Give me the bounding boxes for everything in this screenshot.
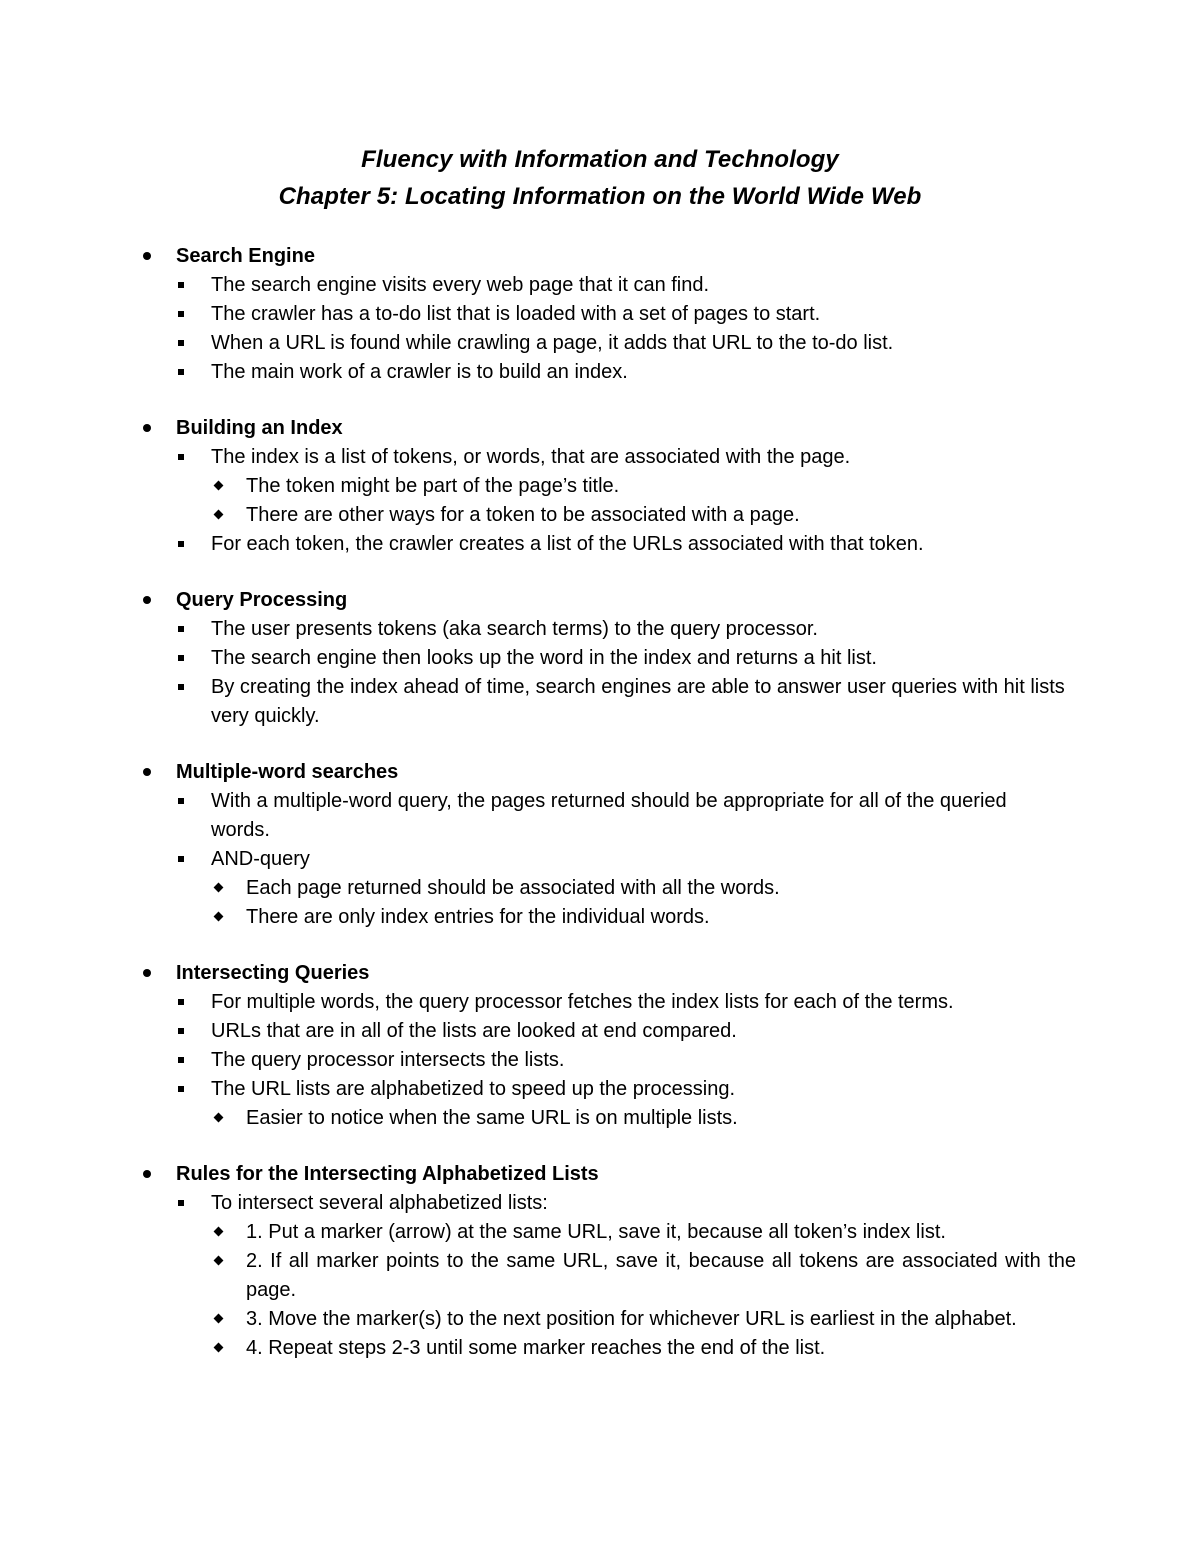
section-heading-text: Query Processing (176, 589, 348, 611)
round-bullet-icon (143, 1170, 151, 1178)
sub-list-item (0, 1218, 1076, 1247)
diamond-bullet-icon (214, 1314, 224, 1324)
list-item-text: The main work of a crawler is to build an index. (211, 361, 628, 383)
square-bullet-icon (178, 1028, 184, 1034)
sub-list-item (0, 1334, 1076, 1363)
outline-sections (0, 242, 1200, 1390)
diamond-bullet-icon (214, 1227, 224, 1237)
list-item (0, 530, 1071, 559)
sub-list-item-text: There are other ways for a token to be associated with a page. (246, 504, 800, 526)
section-heading (0, 242, 1200, 271)
outline-section (0, 758, 1200, 932)
sub-list-item-text: 2. If all marker points to the same URL, save it, because all tokens are associated with the page. (246, 1250, 1076, 1301)
sub-list-item-text: There are only index entries for the individual words. (246, 906, 710, 928)
section-heading-text: Multiple-word searches (176, 761, 399, 783)
diamond-bullet-icon (214, 912, 224, 922)
square-bullet-icon (178, 311, 184, 317)
square-bullet-icon (178, 999, 184, 1005)
list-item (0, 1046, 1071, 1075)
square-bullet-icon (178, 655, 184, 661)
list-item (0, 1017, 1071, 1046)
sub-list-item (0, 874, 1076, 903)
list-item-text: AND-query (211, 848, 310, 870)
section-heading (0, 1160, 1200, 1189)
diamond-bullet-icon (214, 883, 224, 893)
square-bullet-icon (178, 1086, 184, 1092)
outline-section (0, 242, 1200, 387)
section-heading-text: Building an Index (176, 417, 343, 439)
outline-section (0, 959, 1200, 1133)
section-heading (0, 959, 1200, 988)
section-heading (0, 758, 1200, 787)
sub-list-item (0, 1104, 1076, 1133)
diamond-bullet-icon (214, 1113, 224, 1123)
list-item (0, 300, 1071, 329)
document-title: Fluency with Information and Technology (361, 146, 839, 173)
list-item (0, 1189, 1071, 1218)
section-heading-text: Rules for the Intersecting Alphabetized Lists (176, 1163, 599, 1185)
list-item-text: URLs that are in all of the lists are looked at end compared. (211, 1020, 737, 1042)
sub-list-item-text: 4. Repeat steps 2-3 until some marker reaches the end of the list. (246, 1337, 826, 1359)
section-heading-text: Search Engine (176, 245, 315, 267)
square-bullet-icon (178, 856, 184, 862)
section-heading-text: Intersecting Queries (176, 962, 370, 984)
square-bullet-icon (178, 684, 184, 690)
list-item-text: The search engine visits every web page that it can find. (211, 274, 710, 296)
list-item (0, 988, 1071, 1017)
list-item-text: For multiple words, the query processor fetches the index lists for each of the terms. (211, 991, 954, 1013)
sub-list-item-text: Each page returned should be associated with all the words. (246, 877, 780, 899)
diamond-bullet-icon (214, 510, 224, 520)
square-bullet-icon (178, 282, 184, 288)
chapter-title: Chapter 5: Locating Information on the World Wide Web (278, 183, 922, 210)
round-bullet-icon (143, 252, 151, 260)
list-item (0, 358, 1071, 387)
list-item (0, 615, 1071, 644)
diamond-bullet-icon (214, 481, 224, 491)
list-item-text: With a multiple-word query, the pages returned should be appropriate for all of the queried words. (211, 790, 1007, 841)
section-heading (0, 414, 1200, 443)
outline-section (0, 1160, 1200, 1363)
list-item (0, 644, 1071, 673)
sub-list-item (0, 501, 1076, 530)
sub-list-item-text: The token might be part of the page’s title. (246, 475, 620, 497)
list-item (0, 673, 1071, 731)
list-item (0, 329, 1071, 358)
round-bullet-icon (143, 969, 151, 977)
square-bullet-icon (178, 1057, 184, 1063)
round-bullet-icon (143, 424, 151, 432)
square-bullet-icon (178, 541, 184, 547)
list-item-text: When a URL is found while crawling a page, it adds that URL to the to-do list. (211, 332, 894, 354)
square-bullet-icon (178, 454, 184, 460)
sub-list-item (0, 472, 1076, 501)
sub-list-item (0, 1247, 1076, 1305)
list-item-text: For each token, the crawler creates a list of the URLs associated with that token. (211, 533, 924, 555)
list-item-text: The user presents tokens (aka search terms) to the query processor. (211, 618, 818, 640)
list-item-text: The crawler has a to-do list that is loaded with a set of pages to start. (211, 303, 821, 325)
square-bullet-icon (178, 340, 184, 346)
list-item-text: The search engine then looks up the word in the index and returns a hit list. (211, 647, 877, 669)
list-item (0, 271, 1071, 300)
list-item (0, 845, 1071, 874)
square-bullet-icon (178, 1200, 184, 1206)
outline-section (0, 414, 1200, 559)
list-item-text: The query processor intersects the lists. (211, 1049, 565, 1071)
sub-list-item-text: Easier to notice when the same URL is on multiple lists. (246, 1107, 738, 1129)
sub-list-item-text: 3. Move the marker(s) to the next position for whichever URL is earliest in the alphabet. (246, 1308, 1017, 1330)
square-bullet-icon (178, 369, 184, 375)
diamond-bullet-icon (214, 1343, 224, 1353)
list-item-text: The URL lists are alphabetized to speed up the processing. (211, 1078, 736, 1100)
sub-list-item-text: 1. Put a marker (arrow) at the same URL, save it, because all token’s index list. (246, 1221, 946, 1243)
diamond-bullet-icon (214, 1256, 224, 1266)
list-item-text: By creating the index ahead of time, search engines are able to answer user queries with hit lists very quickly. (211, 676, 1065, 727)
list-item (0, 443, 1071, 472)
round-bullet-icon (143, 596, 151, 604)
outline-section (0, 586, 1200, 731)
list-item (0, 1075, 1071, 1104)
section-heading (0, 586, 1200, 615)
round-bullet-icon (143, 768, 151, 776)
list-item-text: The index is a list of tokens, or words, that are associated with the page. (211, 446, 851, 468)
square-bullet-icon (178, 798, 184, 804)
sub-list-item (0, 1305, 1076, 1334)
list-item-text: To intersect several alphabetized lists: (211, 1192, 548, 1214)
sub-list-item (0, 903, 1076, 932)
list-item (0, 787, 1071, 845)
square-bullet-icon (178, 626, 184, 632)
